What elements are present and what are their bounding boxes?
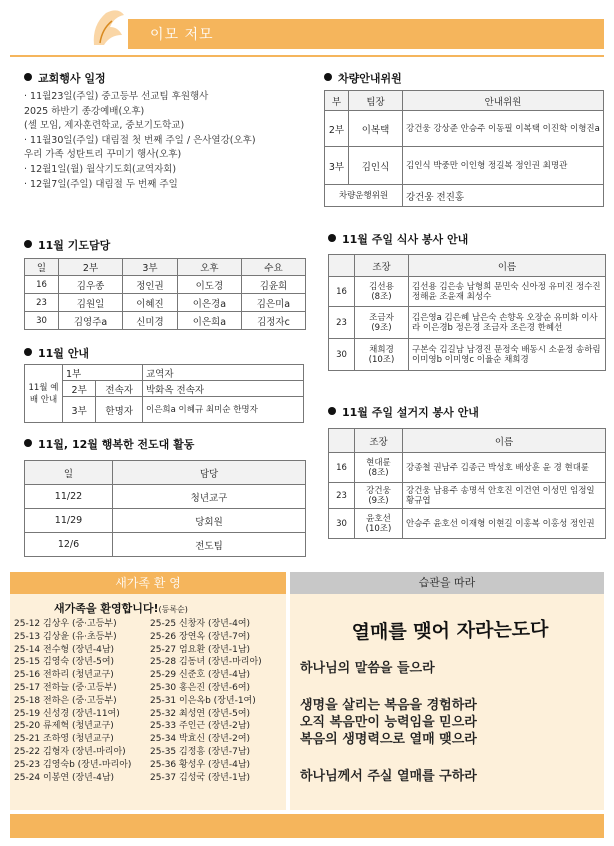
habit-line: 하나님께서 주실 열매를 구하라 <box>300 769 477 784</box>
bullet-icon <box>324 73 332 81</box>
event-line: · 12월7일(주일) 대림절 두 번째 주일 <box>24 178 178 190</box>
list-item: 25-25 신창자 (장년-4여) <box>150 619 251 629</box>
list-item: 25-13 김상윤 (유·초등부) <box>14 631 117 642</box>
list-item: 25-19 신성경 (장년-11여) <box>14 708 120 719</box>
list-item: 25-34 박효신 (장년-2여) <box>150 734 251 745</box>
table-row: 30 윤호선 (10조) 안승주 윤호선 이재형 이현길 이홍복 이홍성 정인권 <box>329 509 606 539</box>
list-item: 25-27 엄요환 (장년-1남) <box>150 644 251 655</box>
table-row: 3부 한명자 이은희a 이혜규 최미순 한명자 <box>25 397 304 423</box>
list-item: 25-32 최성연 (장년-5여) <box>150 708 251 719</box>
table-row: 23 조금자 (9조) 김은영a 김은혜 남은숙 손향옥 오장순 유미화 이사라 이은경b 정은경 조금자 조은경 한혜선 <box>329 307 606 339</box>
meal-title: 11월 주일 식사 봉사 안내 <box>328 231 468 247</box>
guide-table <box>24 364 304 423</box>
welcome-title: 새가족을 환영합니다!(등록순) <box>54 602 188 615</box>
table-row: 2부 이복택 강건웅 강상준 안승주 이동필 이복택 이진학 이형진a <box>325 111 604 147</box>
table-row: 30 김영주a 신미경 이은희a 김정자c <box>25 312 306 330</box>
event-line: 2025 하반기 종강예배(오후) <box>24 105 145 117</box>
church-events-list <box>24 90 314 192</box>
table-row: 23 김원일 이혜진 이은경a 김은미a <box>25 294 306 312</box>
table-row: 30 채희경 (10조) 구본숙 김길남 남경진 문정숙 배동시 소윤정 송하림 이미영b 이미영c 이율순 채희경 <box>329 339 606 371</box>
bullet-icon <box>24 348 32 356</box>
page-title: 이모 저모 <box>150 27 214 43</box>
list-item: 25-17 전하늘 (중·고등부) <box>14 682 117 693</box>
dish-table: 조장 이름 16 현대륜 (8조) 강종철 권남주 김종근 박성호 배상훈 윤 경 현대륜 23 강건웅 (9조) 강건웅 남용주 송명석 안호진 이건연 이성민 임정일 황규엽 30 윤호선 (10조) 안승주 윤호선 이재형 이현길 이홍복 이홍성 정인권 <box>328 428 606 539</box>
list-item: 25-28 김동녀 (장년-마리아) <box>150 657 262 668</box>
list-item: 25-15 김영숙 (장년-5여) <box>14 657 115 668</box>
event-line: (셀 모임, 제자훈련학교, 중보기도학교) <box>24 120 185 132</box>
new-family-header: 새가족 환 영 <box>10 572 286 594</box>
list-item: 25-33 주인근 (장년-2남) <box>150 721 251 732</box>
table-row: 2부 전속자 박화옥 전속자 <box>25 381 304 397</box>
vehicle-table <box>324 90 604 207</box>
bullet-icon <box>328 234 336 242</box>
table-row: 16 현대륜 (8조) 강종철 권남주 김종근 박성호 배상훈 윤 경 현대륜 <box>329 453 606 483</box>
list-item: 25-16 전하리 (청년교구) <box>14 670 114 681</box>
list-item: 25-30 홍은진 (장년-6여) <box>150 682 251 693</box>
dish-title: 11월 주일 설거지 봉사 안내 <box>328 404 479 420</box>
list-item: 25-23 김영숙b (장년-마리아) <box>14 759 132 770</box>
table-header: 팀장 <box>349 91 403 111</box>
church-logo-icon <box>88 5 128 49</box>
table-row: 11/29 당회원 <box>25 509 306 533</box>
list-item: 25-21 조하영 (청년교구) <box>14 734 114 745</box>
event-line: · 11월30일(주일) 대림절 첫 번째 주일 / 은사열강(오후) <box>24 134 256 146</box>
evangelism-title: 11월, 12월 행복한 전도대 활동 <box>24 436 194 452</box>
list-item: 25-31 이은옥b (장년-1여) <box>150 695 256 706</box>
habit-banner: 열매를 맺어 자라는도다 <box>351 618 549 644</box>
list-item: 25-26 장연옥 (장년-7여) <box>150 631 251 642</box>
new-family-list-1 <box>14 618 131 784</box>
meal-table: 조장 이름 16 김선용 (8조) 김선용 김은송 남형희 문민숙 신아정 유미진 정수진 정해윤 조윤재 최성수 23 조금자 (9조) 김은영a 김은혜 남은숙 손향옥 오장순 유미화 이사라 이은경b 정은경 조금자 조은경 한혜선 30 채희경 (10조) 구본숙 김길남 남경진 문정숙 배동시 소윤정 송하림 이미영b 이미영c 이율순 채희경 <box>328 254 606 371</box>
event-line: 우리 가족 성탄트리 꾸미기 행사(오후) <box>24 149 182 161</box>
bullet-icon <box>24 240 32 248</box>
evangelism-table: 일 담당 11/22 청년교구 11/29 당회원 12/6 전도팀 <box>24 460 306 557</box>
list-item: 25-37 김성국 (장년-1남) <box>150 772 251 783</box>
habit-header: 습관을 따라 <box>290 572 604 594</box>
event-line: · 12월1일(월) 월삭기도회(교역자회) <box>24 163 177 175</box>
list-item: 25-18 전하은 (중·고등부) <box>14 695 117 706</box>
habit-line: 복음의 생명력으로 열매 맺으라 <box>300 732 477 747</box>
list-item: 25-14 전수형 (장년-4남) <box>14 644 115 655</box>
habit-line: 오직 복음만이 능력임을 믿으라 <box>300 715 477 730</box>
list-item: 25-36 황성우 (장년-4남) <box>150 759 251 770</box>
table-row: 차량운행위원 강건웅 전진홍 <box>325 185 604 207</box>
event-line: · 11월23일(주일) 중고등부 선교팀 후원행사 <box>24 91 209 102</box>
bullet-icon <box>24 439 32 447</box>
header-divider <box>10 55 604 57</box>
table-row: 16 김선용 (8조) 김선용 김은송 남형희 문민숙 신아정 유미진 정수진 정해윤 조윤재 최성수 <box>329 277 606 307</box>
prayer-table: 일 2부 3부 오후 수요 16 김우종 정인권 이도경 김윤희 23 김원일 이혜진 이은경a 김은미a 30 김영주a 신미경 이은희a 김정자c <box>24 258 306 330</box>
list-item: 25-24 이봉연 (장년-4남) <box>14 772 115 783</box>
list-item: 25-35 김정흥 (장년-7남) <box>150 746 251 757</box>
bullet-icon <box>328 407 336 415</box>
table-row: 11월 예배 안내 1부 교역자 <box>25 365 304 381</box>
table-row: 3부 김인식 김인식 박중만 이인형 정길복 정인권 최명관 <box>325 147 604 185</box>
habit-line: 하나님의 말씀을 들으라 <box>300 661 435 676</box>
prayer-title: 11월 기도담당 <box>24 237 110 253</box>
new-family-list-2 <box>150 618 262 784</box>
footer-bar <box>10 814 604 838</box>
list-item: 25-20 류제혁 (청년교구) <box>14 721 114 732</box>
table-row: 16 김우종 정인권 이도경 김윤희 <box>25 276 306 294</box>
table-header: 부 <box>325 91 349 111</box>
list-item: 25-22 김형자 (장년-마리아) <box>14 746 126 757</box>
list-item: 25-12 김상우 (중·고등부) <box>14 619 117 629</box>
guide-title: 11월 안내 <box>24 345 89 361</box>
table-row: 23 강건웅 (9조) 강건웅 남용주 송명석 안호진 이건연 이성민 임정일 황규엽 <box>329 483 606 509</box>
list-item: 25-29 신준호 (장년-4남) <box>150 670 251 681</box>
table-header: 안내위원 <box>403 91 604 111</box>
table-row: 11/22 청년교구 <box>25 485 306 509</box>
habit-line: 생명을 살리는 복음을 경험하라 <box>300 698 477 713</box>
vehicle-title: 차량안내위원 <box>324 70 402 86</box>
bullet-icon <box>24 73 32 81</box>
table-row: 12/6 전도팀 <box>25 533 306 557</box>
church-events-title: 교회행사 일정 <box>24 70 106 86</box>
